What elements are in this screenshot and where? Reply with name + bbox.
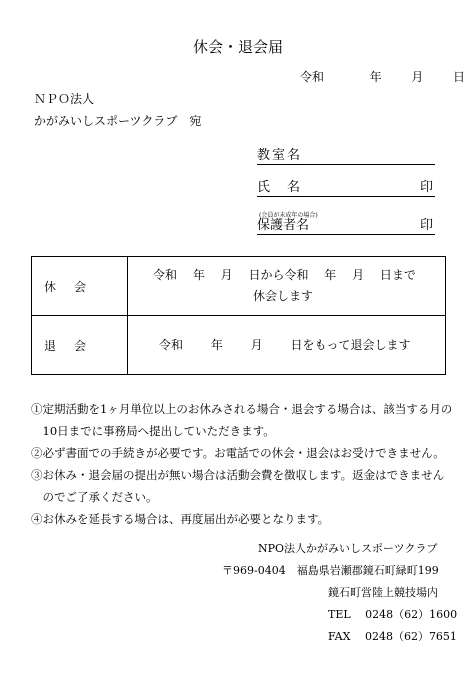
recipient-org-type: ＮＰＯ法人 <box>34 92 95 106</box>
note-line: 10日までに事務局へ提出していただきます。 <box>31 424 275 438</box>
suspend-text: 休会します <box>253 289 314 303</box>
note-line: ④お休みを延長する場合は、再度届出が必要となります。 <box>31 512 330 526</box>
note-line: のでご了承ください。 <box>31 490 158 504</box>
suspend-cell[interactable] <box>128 257 446 316</box>
date-year: 年 <box>369 70 382 84</box>
seal-mark-guardian: 印 <box>419 218 433 233</box>
guardian-label: 保護者名 <box>257 218 310 233</box>
date-day: 日 <box>453 70 466 84</box>
suspend-row <box>32 257 446 316</box>
contact-venue: 鏡石町営陸上競技場内 <box>328 586 438 599</box>
guardian-note: (会員が未成年の場合) <box>259 212 318 219</box>
suspend-label: 休会 <box>32 257 128 316</box>
withdraw-label: 退会 <box>32 316 128 375</box>
withdraw-cell[interactable] <box>128 316 446 375</box>
guardian-field[interactable] <box>257 216 435 235</box>
name-label: 氏 名 <box>257 180 303 195</box>
name-field[interactable] <box>257 178 435 197</box>
note-line: ②必ず書面での手続きが必要です。お電話での休会・退会はお受けできません。 <box>31 446 445 460</box>
classroom-field[interactable] <box>257 146 435 165</box>
notes-list <box>31 398 461 530</box>
withdraw-text: 令和 年 月 日をもって退会します <box>159 337 411 352</box>
note-line: ①定期活動を1ヶ月単位以上のお休みされる場合・退会する場合は、該当する月の <box>31 402 453 416</box>
classroom-label: 教室名 <box>257 148 303 163</box>
note-line: ③お休み・退会届の提出が無い場合は活動会費を徴収します。返金はできません <box>31 468 445 482</box>
contact-address: 〒969-0404 福島県岩瀬郡鏡石町緑町199 <box>222 564 439 577</box>
suspend-period: 令和 年 月 日から令和 年 月 日まで <box>153 268 416 282</box>
document-title: 休会・退会届 <box>192 38 283 56</box>
date-line <box>300 68 465 85</box>
date-era: 令和 <box>300 70 325 84</box>
contact-tel: TEL 0248（62）1600 <box>328 608 458 621</box>
recipient-org-name: かがみいしスポーツクラブ 宛 <box>34 114 202 128</box>
contact-org: NPO法人かがみいしスポーツクラブ <box>258 542 438 555</box>
date-month: 月 <box>411 70 424 84</box>
request-form-table <box>31 256 446 375</box>
contact-fax: FAX 0248（62）7651 <box>328 630 457 643</box>
withdraw-row <box>32 316 446 375</box>
seal-mark: 印 <box>419 180 433 195</box>
